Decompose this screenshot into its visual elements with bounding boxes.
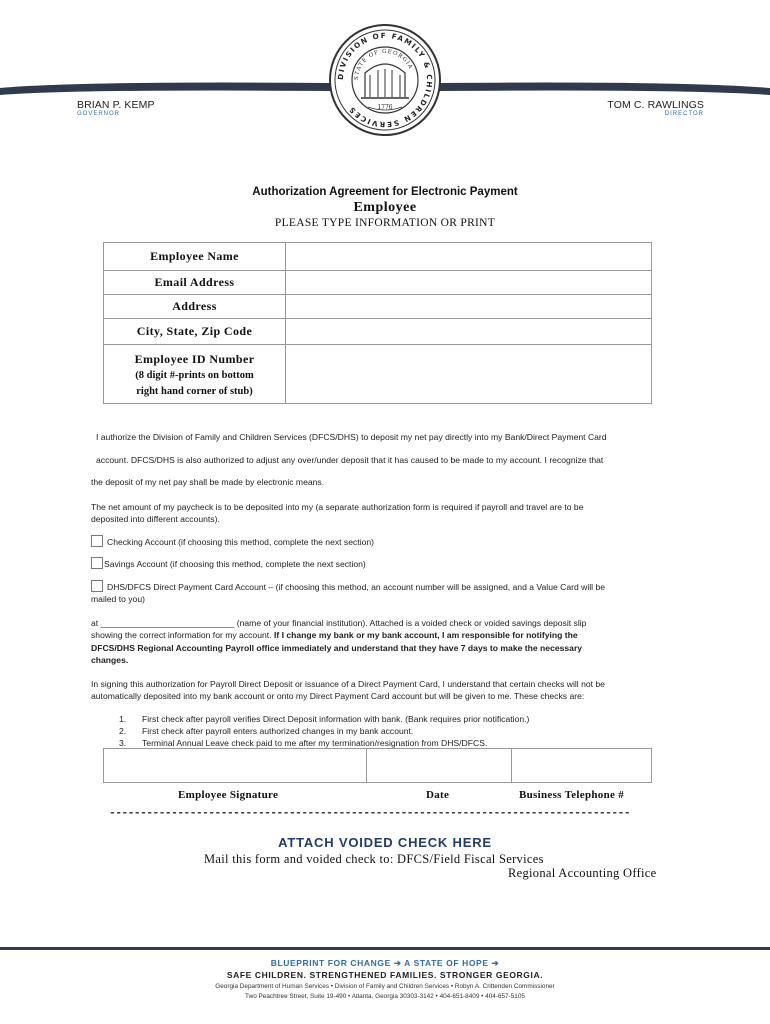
date-field[interactable] bbox=[367, 749, 512, 783]
employee-id-label: Employee ID Number bbox=[134, 351, 255, 366]
institution-line-2-plain: showing the correct information for my account. bbox=[91, 630, 274, 640]
address-label: Address bbox=[104, 295, 286, 319]
authorize-line-2: account. DFCS/DHS is also authorized to adjust any over/under deposit that it has caused to be made to my account. I recognize that bbox=[96, 455, 604, 465]
seal-emblem-icon bbox=[328, 23, 442, 137]
payment-card-option[interactable] bbox=[91, 580, 605, 593]
table-row bbox=[104, 319, 652, 345]
list-text: Terminal Annual Leave check paid to me after my termination/resignation from DHS/DFCS. bbox=[142, 738, 488, 748]
list-number: 2. bbox=[119, 726, 127, 736]
list-number: 3. bbox=[119, 738, 127, 748]
savings-option[interactable] bbox=[91, 557, 366, 570]
seal-year: 1776 bbox=[377, 104, 393, 111]
address-field[interactable] bbox=[286, 295, 652, 319]
email-address-label: Email Address bbox=[104, 271, 286, 295]
checking-option[interactable] bbox=[91, 535, 374, 548]
employee-name-label: Employee Name bbox=[104, 243, 286, 271]
net-amount-line-2: deposited into different accounts). bbox=[91, 514, 220, 524]
employee-signature-field[interactable] bbox=[104, 749, 367, 783]
list-text: First check after payroll verifies Direct Deposit information with bank. (Bank requires prior notification.) bbox=[142, 714, 530, 724]
employee-name-field[interactable] bbox=[286, 243, 652, 271]
institution-line-2 bbox=[91, 629, 578, 641]
list-item bbox=[119, 713, 530, 725]
employee-id-note-2: right hand corner of stub) bbox=[136, 385, 253, 397]
mail-instruction-line-2: Regional Accounting Office bbox=[508, 866, 657, 880]
table-row bbox=[104, 295, 652, 319]
list-text: First check after payroll enters authorized changes in my bank account. bbox=[142, 726, 414, 736]
cut-line: ------------------------------------------------------------------------------------ bbox=[109, 807, 630, 820]
email-address-field[interactable] bbox=[286, 271, 652, 295]
mail-instruction-line-1: Mail this form and voided check to: DFCS/Field Fiscal Services bbox=[204, 852, 544, 866]
net-amount-line-1: The net amount of my paycheck is to be deposited into my (a separate authorization form is required if payroll and travel are to be bbox=[91, 502, 584, 512]
form-title: Authorization Agreement for Electronic Payment bbox=[252, 186, 518, 198]
city-state-zip-label: City, State, Zip Code bbox=[104, 319, 286, 345]
footer-band bbox=[0, 938, 770, 943]
list-number: 1. bbox=[119, 714, 127, 724]
institution-line-4: changes. bbox=[91, 655, 129, 665]
table-row bbox=[104, 271, 652, 295]
dfcs-seal bbox=[328, 23, 442, 137]
table-row bbox=[104, 243, 652, 271]
form-instruction: PLEASE TYPE INFORMATION OR PRINT bbox=[274, 217, 496, 229]
employee-info-table bbox=[103, 242, 652, 404]
footer-motto: SAFE CHILDREN. STRENGTHENED FAMILIES. STRONGER GEORGIA. bbox=[226, 970, 544, 980]
payment-card-checkbox[interactable] bbox=[91, 580, 103, 592]
director-name: TOM C. RAWLINGS bbox=[607, 99, 704, 111]
checking-option-label: Checking Account (if choosing this method, complete the next section) bbox=[107, 537, 375, 547]
footer-address: Two Peachtree Street, Suite 19-490 • Atlanta, Georgia 30303-3142 • 404-651-8409 • 404-657-5105 bbox=[245, 993, 525, 1000]
signature-table bbox=[103, 748, 652, 783]
employee-id-label-cell bbox=[104, 345, 286, 404]
table-row bbox=[104, 345, 652, 404]
signing-line-2: automatically deposited into my bank account or onto my Direct Payment Card account but will be given to me. These checks are: bbox=[91, 691, 585, 701]
date-label: Date bbox=[426, 789, 450, 801]
signing-line-1: In signing this authorization for Payroll Direct Deposit or issuance of a Direct Payment Card, I understand that certain checks will not be bbox=[91, 679, 605, 689]
payment-card-option-label: DHS/DFCS Direct Payment Card Account – (if choosing this method, an account number will be assigned, and a Value Card will be bbox=[107, 582, 606, 592]
authorize-line-3: the deposit of my net pay shall be made by electronic means. bbox=[91, 477, 325, 487]
business-telephone-label: Business Telephone # bbox=[519, 789, 625, 801]
employee-id-field[interactable] bbox=[286, 345, 652, 404]
employee-id-note-1: (8 digit #-prints on bottom bbox=[135, 369, 254, 381]
payment-card-option-line-2: mailed to you) bbox=[91, 594, 145, 604]
director-title: DIRECTOR bbox=[664, 111, 704, 117]
seal-state-text: STATE OF GEORGIA bbox=[353, 48, 414, 81]
savings-checkbox[interactable] bbox=[91, 557, 103, 569]
employee-signature-label: Employee Signature bbox=[178, 789, 279, 801]
form-subtitle: Employee bbox=[353, 200, 417, 215]
authorize-line-1: I authorize the Division of Family and Children Services (DFCS/DHS) to deposit my net pay directly into my Bank/Direct Payment Card bbox=[96, 432, 607, 442]
list-item bbox=[119, 725, 414, 737]
footer-band-shape bbox=[0, 946, 770, 951]
attach-voided-check-heading: ATTACH VOIDED CHECK HERE bbox=[278, 835, 492, 850]
institution-line-3: DFCS/DHS Regional Accounting Payroll office immediately and understand that they have 7 days to make the necessary bbox=[91, 643, 583, 653]
seal-ring-text: DIVISION OF FAMILY & CHILDREN SERVICES bbox=[335, 30, 435, 130]
footer-department: Georgia Department of Human Services • Division of Family and Children Services • Robyn A. Crittenden Commissioner bbox=[215, 983, 555, 990]
footer-slogan: BLUEPRINT FOR CHANGE ➔ A STATE OF HOPE ➔ bbox=[270, 958, 500, 968]
savings-option-label: Savings Account (if choosing this method, complete the next section) bbox=[104, 559, 366, 569]
checking-checkbox[interactable] bbox=[91, 535, 103, 547]
city-state-zip-field[interactable] bbox=[286, 319, 652, 345]
institution-line-1: at ____________________________ (name of your financial institution). Attached is a voided check or voided savings deposit slip bbox=[91, 618, 587, 628]
table-row bbox=[104, 749, 652, 783]
governor-title: GOVERNOR bbox=[77, 111, 121, 117]
institution-line-2-bold: If I change my bank or my bank account, I am responsible for notifying the bbox=[273, 630, 578, 640]
governor-name: BRIAN P. KEMP bbox=[77, 99, 155, 111]
business-telephone-field[interactable] bbox=[512, 749, 652, 783]
